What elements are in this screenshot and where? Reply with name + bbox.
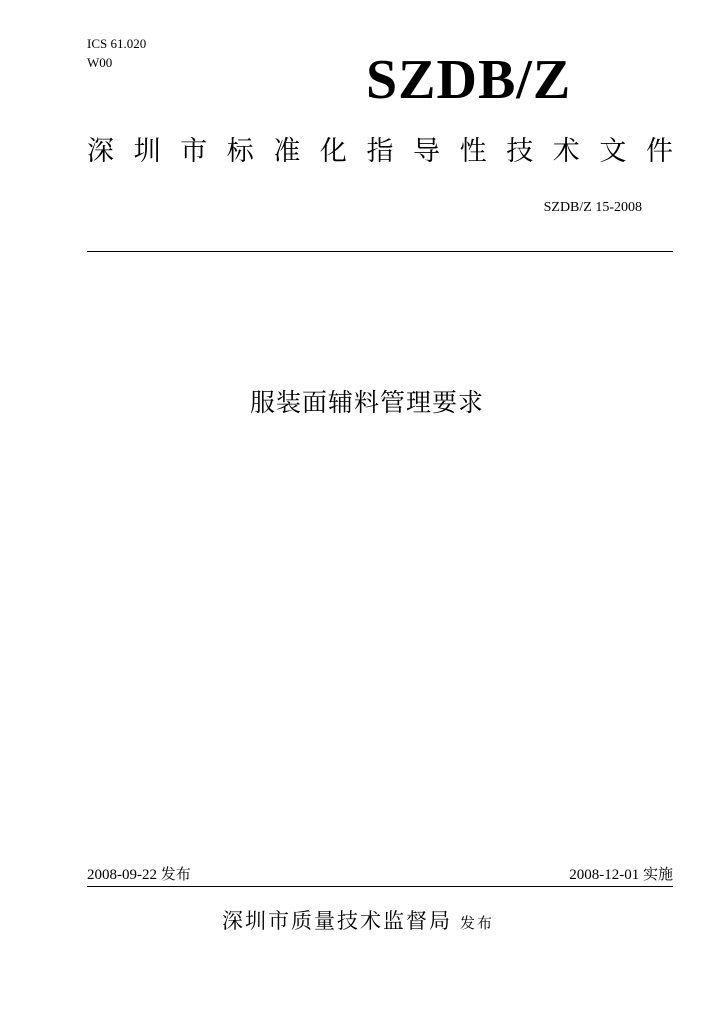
doc-type-char: 市 [180, 136, 208, 167]
document-type-heading [87, 134, 673, 170]
doc-type-char: 术 [552, 136, 580, 167]
doc-type-char: 圳 [133, 136, 161, 167]
ics-code: ICS 61.020 [87, 36, 147, 51]
effective-date: 2008-12-01 [569, 867, 640, 883]
footer-divider [87, 886, 673, 887]
effective-date-line [569, 864, 673, 885]
document-title: 服装面辅料管理要求 [249, 388, 484, 417]
publish-label: 发布 [160, 865, 191, 883]
doc-type-char: 标 [226, 136, 254, 167]
standard-logo-code: SZDB/Z [366, 49, 572, 111]
doc-type-char: 准 [273, 136, 301, 167]
document-number: SZDB/Z 15-2008 [543, 200, 642, 215]
issuer-suffix: 发布 [459, 914, 494, 932]
issuer-name: 深圳市质量技术监督局 [221, 909, 452, 933]
doc-type-char: 技 [506, 136, 534, 167]
doc-type-char: 性 [459, 136, 487, 167]
doc-type-char: 件 [645, 136, 673, 167]
publish-date: 2008-09-22 [87, 867, 157, 883]
effective-label: 实施 [642, 865, 673, 883]
doc-type-char: 化 [319, 136, 347, 167]
category-code: W00 [87, 55, 113, 70]
doc-type-char: 深 [87, 136, 114, 167]
header-divider [87, 251, 673, 252]
publish-date-line [87, 864, 191, 885]
doc-type-char: 文 [599, 136, 627, 167]
doc-type-char: 指 [366, 136, 394, 167]
doc-type-char: 导 [413, 136, 441, 167]
issuer-line [0, 905, 724, 939]
